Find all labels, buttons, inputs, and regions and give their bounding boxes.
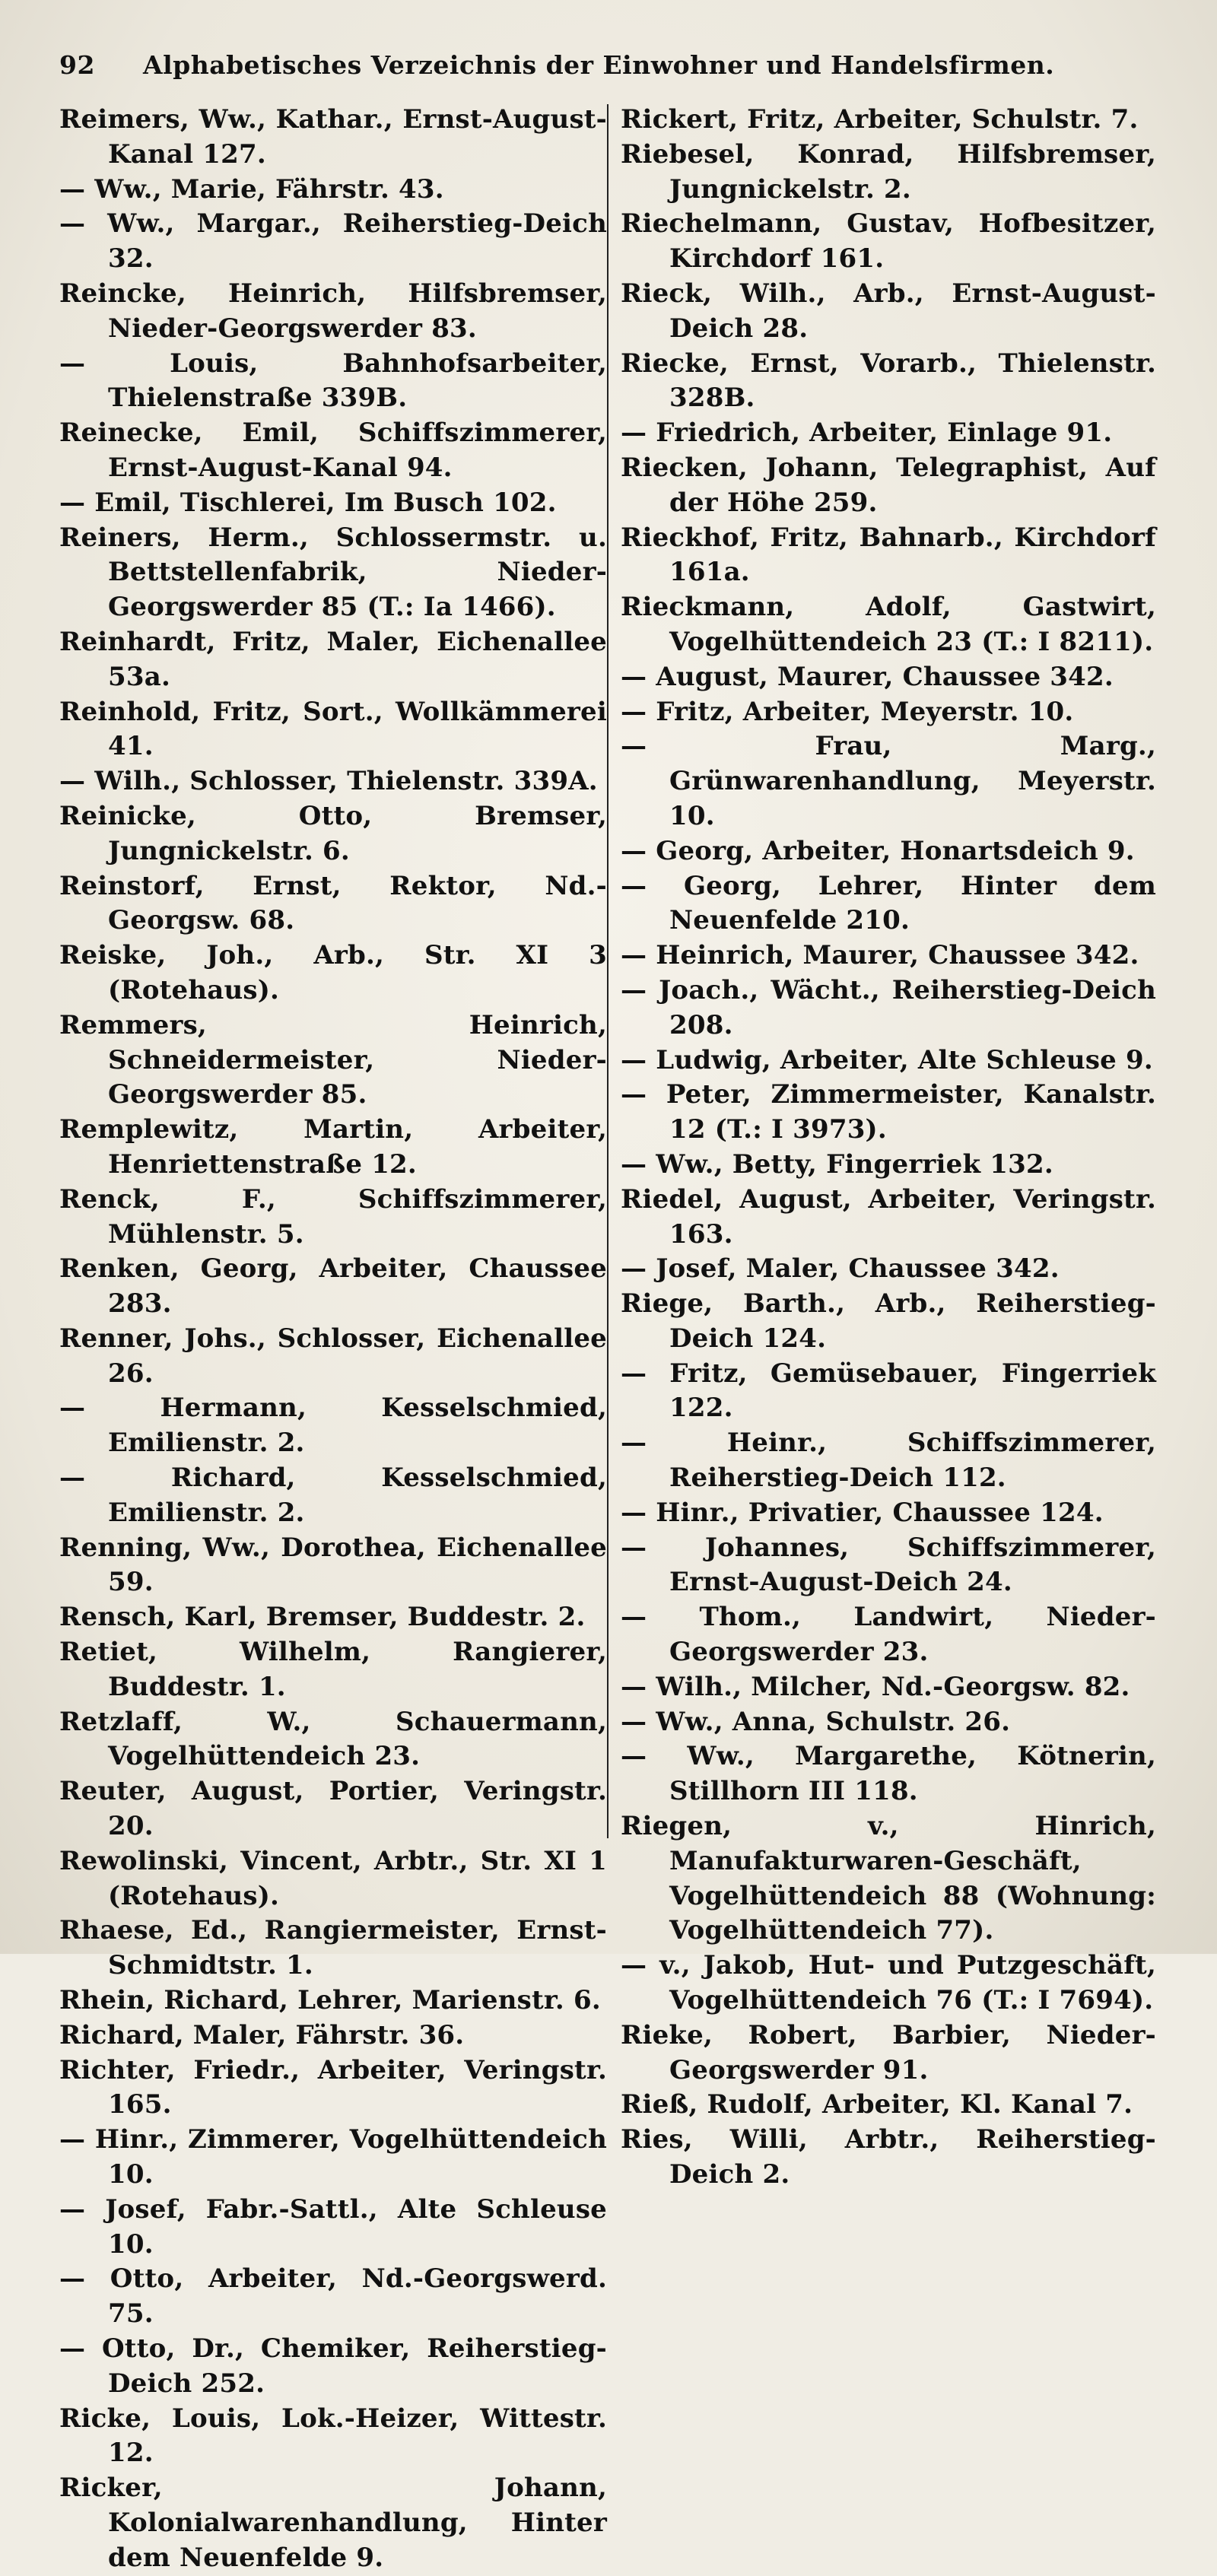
directory-entry: Riege, Barth., Arb., Reiherstieg-Deich 124. bbox=[621, 1288, 1156, 1354]
directory-entry: Richter, Friedr., Arbeiter, Veringstr. 165. bbox=[59, 2054, 607, 2120]
directory-entry: Reiske, Joh., Arb., Str. XI 3 (Rotehaus). bbox=[59, 940, 607, 1005]
directory-entry: Renken, Georg, Arbeiter, Chaussee 283. bbox=[59, 1253, 607, 1320]
directory-entry: — Ww., Anna, Schulstr. 26. bbox=[621, 1706, 1011, 1737]
directory-entry: — Friedrich, Arbeiter, Einlage 91. bbox=[621, 418, 1113, 449]
directory-entry: — Ww., Margarethe, Kötnerin, Stillhorn III 118. bbox=[621, 1741, 1156, 1807]
directory-entry: Riechelmann, Gustav, Hofbesitzer, Kirchdorf 161. bbox=[621, 208, 1156, 275]
directory-entry: Renner, Johs., Schlosser, Eichenallee 26. bbox=[59, 1323, 607, 1389]
directory-entry: — Ww., Marie, Fährstr. 43. bbox=[59, 173, 444, 205]
directory-entry: Reinstorf, Ernst, Rektor, Nd.-Georgsw. 68. bbox=[59, 870, 607, 936]
directory-entry: Rhein, Richard, Lehrer, Marienstr. 6. bbox=[59, 1985, 601, 2016]
directory-entry: — Ww., Margar., Reiherstieg-Deich 32. bbox=[59, 208, 607, 275]
right-column bbox=[608, 103, 1156, 2576]
directory-entry: — Louis, Bahnhofsarbeiter, Thielenstraße 339B. bbox=[59, 348, 607, 414]
directory-entry: — Georg, Lehrer, Hinter dem Neuenfelde 210. bbox=[621, 870, 1156, 936]
directory-entry: Renning, Ww., Dorothea, Eichenallee 59. bbox=[59, 1532, 607, 1598]
directory-entry: — Wilh., Milcher, Nd.-Georgsw. 82. bbox=[621, 1671, 1130, 1702]
directory-entry: Rensch, Karl, Bremser, Buddestr. 2. bbox=[59, 1602, 586, 1633]
directory-entry: Riebesel, Konrad, Hilfsbremser, Jungnickelstr. 2. bbox=[621, 138, 1156, 205]
directory-entry: — Emil, Tischlerei, Im Busch 102. bbox=[59, 487, 557, 518]
directory-entry: Riecken, Johann, Telegraphist, Auf der Höhe 259. bbox=[621, 452, 1156, 518]
directory-entry: Rewolinski, Vincent, Arbtr., Str. XI 1 (Rotehaus). bbox=[59, 1845, 607, 1911]
directory-entry: — Fritz, Gemüsebauer, Fingerriek 122. bbox=[621, 1358, 1156, 1424]
directory-entry: — Hinr., Privatier, Chaussee 124. bbox=[621, 1497, 1104, 1528]
directory-entry: Richard, Maler, Fährstr. 36. bbox=[59, 2019, 465, 2050]
directory-entry: Retzlaff, W., Schauermann, Vogelhüttendeich 23. bbox=[59, 1706, 607, 1772]
directory-entry: Rieckmann, Adolf, Gastwirt, Vogelhüttendeich 23 (T.: I 8211). bbox=[621, 592, 1156, 657]
directory-entry: Remplewitz, Martin, Arbeiter, Henriettenstraße 12. bbox=[59, 1114, 607, 1180]
directory-entry: — Wilh., Schlosser, Thielenstr. 339A. bbox=[59, 766, 598, 797]
directory-entry: — Georg, Arbeiter, Honartsdeich 9. bbox=[621, 835, 1135, 866]
directory-entry: — Ludwig, Arbeiter, Alte Schleuse 9. bbox=[621, 1044, 1153, 1075]
directory-entry: Riecke, Ernst, Vorarb., Thielenstr. 328B. bbox=[621, 348, 1156, 414]
directory-entry: — Otto, Arbeiter, Nd.-Georgswerd. 75. bbox=[59, 2263, 607, 2330]
directory-entry: — Richard, Kesselschmied, Emilienstr. 2. bbox=[59, 1463, 607, 1528]
directory-entry: — Heinrich, Maurer, Chaussee 342. bbox=[621, 940, 1139, 971]
directory-entry: — Joach., Wächt., Reiherstieg-Deich 208. bbox=[621, 974, 1156, 1040]
directory-entry: — Heinr., Schiffszimmerer, Reiherstieg-Deich 112. bbox=[621, 1428, 1156, 1494]
page-number: 92 bbox=[59, 50, 95, 80]
directory-entry: Riedel, August, Arbeiter, Veringstr. 163. bbox=[621, 1183, 1156, 1250]
directory-entry: Reincke, Heinrich, Hilfsbremser, Nieder-Georgswerder 83. bbox=[59, 278, 607, 344]
directory-entry: — Josef, Maler, Chaussee 342. bbox=[621, 1253, 1060, 1285]
directory-entry: — Fritz, Arbeiter, Meyerstr. 10. bbox=[621, 696, 1074, 727]
directory-entry: — Josef, Fabr.-Sattl., Alte Schleuse 10. bbox=[59, 2193, 607, 2260]
directory-entry: Reinhold, Fritz, Sort., Wollkämmerei 41. bbox=[59, 696, 607, 762]
directory-entry: Rieß, Rudolf, Arbeiter, Kl. Kanal 7. bbox=[621, 2089, 1133, 2120]
directory-entry: Reimers, Ww., Kathar., Ernst-August-Kanal 127. bbox=[59, 104, 607, 170]
directory-entry: Rieckhof, Fritz, Bahnarb., Kirchdorf 161a. bbox=[621, 522, 1156, 588]
directory-entry: Reuter, August, Portier, Veringstr. 20. bbox=[59, 1776, 607, 1842]
directory-entry: Rickert, Fritz, Arbeiter, Schulstr. 7. bbox=[621, 104, 1139, 135]
directory-entry: Renck, F., Schiffszimmerer, Mühlenstr. 5. bbox=[59, 1183, 607, 1250]
directory-entry: Ricker, Johann, Kolonialwarenhandlung, Hinter dem Neuenfelde 9. bbox=[59, 2473, 607, 2573]
directory-entry: — Hinr., Zimmerer, Vogelhüttendeich 10. bbox=[59, 2124, 607, 2190]
directory-entry: — Otto, Dr., Chemiker, Reiherstieg-Deich 252. bbox=[59, 2333, 607, 2399]
directory-entry: Riegen, v., Hinrich, Manufakturwaren-Geschäft, Vogelhüttendeich 88 (Wohnung: Vogelhüttendeich 77). bbox=[621, 1811, 1156, 1946]
directory-entry: — v., Jakob, Hut- und Putzgeschäft, Vogelhüttendeich 76 (T.: I 7694). bbox=[621, 1950, 1156, 2016]
left-column bbox=[59, 103, 607, 2576]
directory-entry: Reinicke, Otto, Bremser, Jungnickelstr. 6. bbox=[59, 800, 607, 866]
directory-entry: — Peter, Zimmermeister, Kanalstr. 12 (T.: I 3973). bbox=[621, 1079, 1156, 1145]
directory-entry: Reinecke, Emil, Schiffszimmerer, Ernst-August-Kanal 94. bbox=[59, 418, 607, 483]
directory-entry: Remmers, Heinrich, Schneidermeister, Nieder-Georgswerder 85. bbox=[59, 1009, 607, 1110]
page-header bbox=[59, 50, 1203, 80]
directory-entry: — Johannes, Schiffszimmerer, Ernst-August-Deich 24. bbox=[621, 1532, 1156, 1598]
directory-entry: Rieke, Robert, Barbier, Nieder-Georgswerder 91. bbox=[621, 2019, 1156, 2085]
directory-entry: — Thom., Landwirt, Nieder-Georgswerder 23. bbox=[621, 1602, 1156, 1668]
directory-entry: Reinhardt, Fritz, Maler, Eichenallee 53a. bbox=[59, 626, 607, 692]
directory-entry: Retiet, Wilhelm, Rangierer, Buddestr. 1. bbox=[59, 1637, 607, 1702]
entry-columns bbox=[59, 103, 1203, 2576]
directory-entry: Ries, Willi, Arbtr., Reiherstieg-Deich 2. bbox=[621, 2124, 1156, 2190]
directory-entry: Reiners, Herm., Schlossermstr. u. Bettstellenfabrik, Nieder-Georgswerder 85 (T.: Ia 1466). bbox=[59, 522, 607, 623]
directory-entry: — Hermann, Kesselschmied, Emilienstr. 2. bbox=[59, 1393, 607, 1459]
directory-entry: Rieck, Wilh., Arb., Ernst-August-Deich 28. bbox=[621, 278, 1156, 344]
directory-entry: Ricke, Louis, Lok.-Heizer, Wittestr. 12. bbox=[59, 2403, 607, 2469]
directory-entry: — August, Maurer, Chaussee 342. bbox=[621, 661, 1114, 692]
directory-entry: Rhaese, Ed., Rangiermeister, Ernst-Schmidtstr. 1. bbox=[59, 1915, 607, 1981]
directory-entry: — Ww., Betty, Fingerriek 132. bbox=[621, 1148, 1053, 1180]
running-title: Alphabetisches Verzeichnis der Einwohner und Handelsfirmen. bbox=[143, 50, 1055, 80]
directory-entry: — Frau, Marg., Grünwarenhandlung, Meyerstr. 10. bbox=[621, 731, 1156, 831]
